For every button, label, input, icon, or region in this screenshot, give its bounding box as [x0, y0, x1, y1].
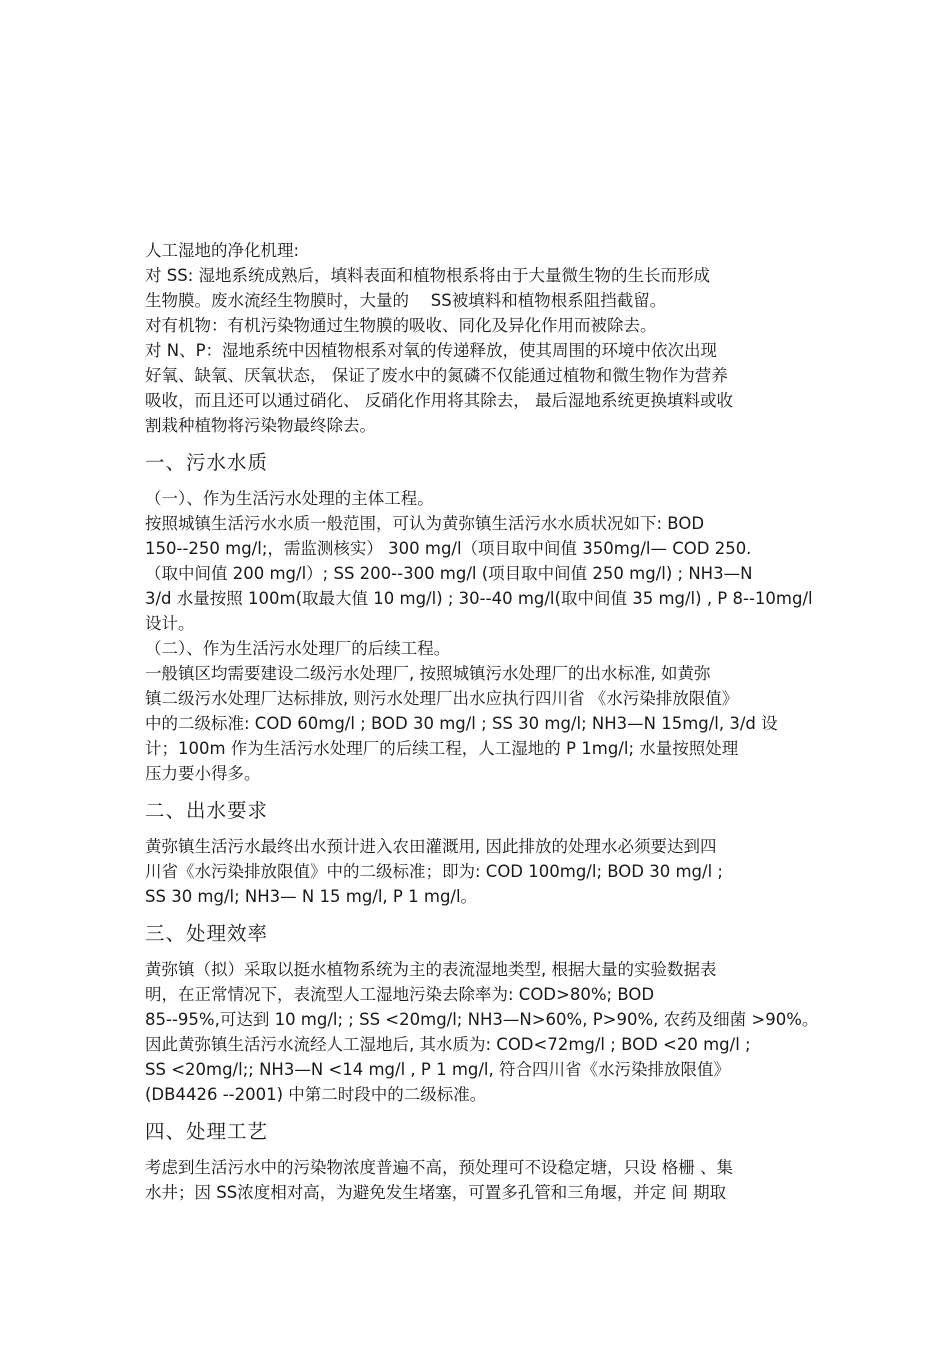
section-heading: 四、处理工艺 — [145, 1120, 269, 1143]
section-effluent-requirements — [145, 796, 815, 909]
intro-title: 人工湿地的净化机理: — [145, 241, 300, 260]
section-heading: 二、出水要求 — [145, 799, 269, 822]
text-line: 明，在正常情况下，表流型人工湿地污染去除率为: COD>80%; BOD — [145, 985, 655, 1004]
text-line: 镇二级污水处理厂达标排放, 则污水处理厂出水应执行四川省 《水污染排放限值》 — [145, 689, 739, 708]
text-line: SS <20mg/l;; NH3—N <14 mg/l , P 1 mg/l, 符合四川省《水污染排放限值》 — [145, 1060, 731, 1079]
section-treatment-efficiency — [145, 919, 819, 1107]
text-line: （取中间值 200 mg/l）; SS 200--300 mg/l (项目取中间值 250 mg/l) ; NH3—N — [145, 564, 753, 583]
text-line: 水井；因 SS浓度相对高，为避免发生堵塞，可置多孔管和三角堰，并定 间 期取 — [145, 1183, 727, 1202]
text-line: SS 30 mg/l; NH3— N 15 mg/l, P 1 mg/l。 — [145, 887, 478, 906]
text-line: 对有机物：有机污染物通过生物膜的吸收、同化及异化作用而被除去。 — [145, 316, 657, 335]
text-line: 150--250 mg/l;，需监测核实） 300 mg/l（项目取中间值 350mg/l— COD 250. — [145, 539, 752, 558]
section-heading: 一、污水水质 — [145, 451, 269, 474]
text-line: 中的二级标准: COD 60mg/l ; BOD 30 mg/l ; SS 30 mg/l; NH3—N 15mg/l, 3/d 设 — [145, 714, 778, 733]
text-line: 对 SS: 湿地系统成熟后，填料表面和植物根系将由于大量微生物的生长而形成 — [145, 266, 710, 285]
text-line: 川省《水污染排放限值》中的二级标准；即为: COD 100mg/l; BOD 30 mg/l ; — [145, 862, 723, 881]
text-line: 好氧、缺氧、厌氧状态， 保证了废水中的氮磷不仅能通过植物和微生物作为营养 — [145, 366, 728, 385]
text-line: (DB4426 --2001) 中第二时段中的二级标准。 — [145, 1085, 487, 1104]
text-line: 考虑到生活污水中的污染物浓度普遍不高，预处理可不设稳定塘，只设 格栅 、集 — [145, 1158, 733, 1177]
text-line: 压力要小得多。 — [145, 764, 261, 783]
text-line: 3/d 水量按照 100m(取最大值 10 mg/l) ; 30--40 mg/l(取中间值 35 mg/l) , P 8--10mg/l — [145, 589, 813, 608]
text-line: （二）、作为生活污水处理厂的后续工程。 — [145, 639, 451, 658]
section-water-quality — [145, 448, 815, 786]
text-line: 设计。 — [145, 614, 195, 633]
text-line: 因此黄弥镇生活污水流经人工湿地后, 其水质为: COD<72mg/l ; BOD <20 mg/l ; — [145, 1035, 751, 1054]
text-line: 一般镇区均需要建设二级污水处理厂, 按照城镇污水处理厂的出水标准, 如黄弥 — [145, 664, 711, 683]
text-line: 黄弥镇（拟）采取以挺水植物系统为主的表流湿地类型, 根据大量的实验数据表 — [145, 960, 717, 979]
text-line: 按照城镇生活污水水质一般范围，可认为黄弥镇生活污水水质状况如下: BOD — [145, 514, 705, 533]
text-line: 割栽种植物将污染物最终除去。 — [145, 416, 376, 435]
intro-block — [145, 238, 815, 438]
text-line: 85--95%,可达到 10 mg/l; ; SS <20mg/l; NH3—N>60%, P>90%, 农药及细菌 >90%。 — [145, 1010, 819, 1029]
text-line: 生物膜。废水流经生物膜时，大量的 SS被填料和植物根系阻挡截留。 — [145, 291, 667, 310]
text-line: 吸收，而且还可以通过硝化、 反硝化作用将其除去， 最后湿地系统更换填料或收 — [145, 391, 733, 410]
text-line: （一）、作为生活污水处理的主体工程。 — [145, 489, 434, 508]
document-body — [145, 238, 819, 1205]
text-line: 计；100m 作为生活污水处理厂的后续工程，人工湿地的 P 1mg/l; 水量按照处理 — [145, 739, 739, 758]
section-heading: 三、处理效率 — [145, 922, 269, 945]
section-treatment-process — [145, 1117, 815, 1205]
text-line: 对 N、P：湿地系统中因植物根系对氧的传递释放，使其周围的环境中依次出现 — [145, 341, 718, 360]
text-line: 黄弥镇生活污水最终出水预计进入农田灌溉用, 因此排放的处理水必须要达到四 — [145, 837, 717, 856]
